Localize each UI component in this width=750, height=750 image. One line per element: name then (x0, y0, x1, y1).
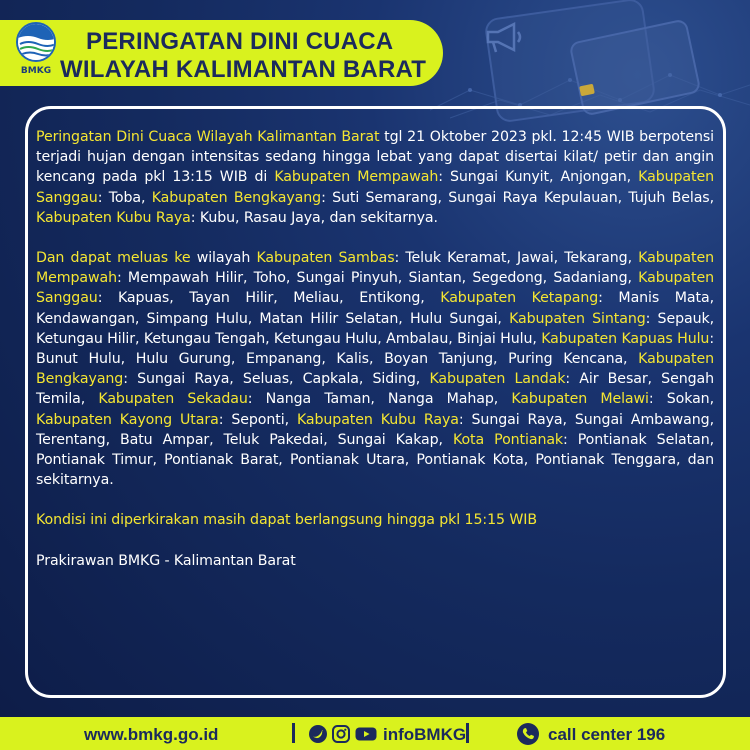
page-title-line1: PERINGATAN DINI CUACA (86, 28, 394, 55)
body-text: : Kubu, Rasau Jaya, dan sekitarnya. (190, 209, 438, 226)
highlighted-text: Kabupaten Kapuas Hulu (541, 330, 710, 347)
highlighted-text: Kabupaten Sambas (256, 250, 395, 267)
paragraph-duration: Kondisi ini diperkirakan masih dapat berlangsung hingga pkl 15:15 WIB (36, 512, 537, 529)
highlighted-text: Kabupaten Kubu Raya (36, 209, 191, 226)
highlighted-text: Kabupaten Melawi (511, 391, 649, 408)
logo-text: BMKG (20, 66, 52, 76)
highlighted-text: Kabupaten Mempawah (36, 250, 714, 287)
footer-divider (292, 723, 295, 743)
highlighted-text: Kabupaten Sekadau (98, 391, 248, 408)
twitter-icon[interactable] (309, 725, 327, 743)
body-text: : Sokan, (648, 391, 714, 408)
highlighted-text: Kabupaten Sanggau (36, 270, 714, 307)
footer-divider (466, 723, 469, 743)
body-text: : Toba, (97, 189, 152, 206)
body-text: : Bunut Hulu, Hulu Gurung, Empanang, Kalis, Boyan Tanjung, Puring Kencana, (36, 330, 715, 368)
bmkg-logo (12, 22, 60, 82)
instagram-icon[interactable] (332, 725, 350, 743)
highlighted-text: Kabupaten Bengkayang (151, 189, 322, 206)
body-text: : Pontianak Selatan, Pontianak Timur, Pontianak Barat, Pontianak Utara, Pontianak Kota, Pontianak Tenggara, dan sekitarnya. (36, 431, 714, 489)
social-handle[interactable]: infoBMKG (383, 725, 467, 744)
highlighted-text: Dan dapat meluas ke (36, 250, 191, 267)
highlighted-text: Kabupaten Kayong Utara (36, 411, 219, 428)
highlighted-text: Kabupaten Sanggau (36, 169, 715, 206)
call-center[interactable]: call center 196 (548, 725, 666, 744)
highlighted-text: Kabupaten Ketapang (440, 290, 599, 307)
body-text: : Sungai Kunyit, Anjongan, (438, 169, 639, 186)
megaphone-icon (484, 20, 526, 54)
highlighted-text: Kabupaten Mempawah (274, 169, 439, 186)
website-link[interactable]: www.bmkg.go.id (84, 725, 219, 744)
body-text: : Teluk Keramat, Jawai, Tekarang, (394, 250, 639, 267)
highlighted-text: Kabupaten Bengkayang (36, 351, 714, 388)
warning-text (36, 127, 714, 591)
body-text: : Air Besar, Sengah Temila, (36, 371, 714, 408)
youtube-icon[interactable] (355, 725, 377, 743)
body-text: : Sungai Raya, Sungai Ambawang, Terentang, Batu Ampar, Teluk Pakedai, Sungai Kakap, (36, 411, 714, 448)
logo-graphic (18, 24, 56, 62)
paragraph-expansion-areas (36, 248, 714, 490)
body-text: : Suti Semarang, Sungai Raya Kepulauan, Tujuh Belas, (321, 189, 714, 206)
body-text: : Sungai Raya, Seluas, Capkala, Siding, (123, 371, 430, 388)
paragraph-forecaster: Prakirawan BMKG - Kalimantan Barat (36, 552, 296, 569)
phone-icon[interactable] (517, 723, 539, 745)
body-text: : Seponti, (218, 411, 297, 428)
body-text: : Manis Mata, Kendawangan, Simpang Hulu, Matan Hilir Selatan, Hulu Sungai, (36, 290, 714, 327)
body-text: wilayah (190, 250, 257, 267)
body-text: : Mempawah Hilir, Toho, Sungai Pinyuh, Siantan, Segedong, Sadaniang, (116, 270, 639, 287)
paragraph-initial-warning (36, 127, 714, 228)
highlighted-text: Kabupaten Landak (429, 371, 566, 388)
body-text: : Sepauk, Ketungau Hilir, Ketungau Tengah, Ketungau Hulu, Ambalau, Binjai Hulu, (36, 310, 714, 347)
highlighted-text: Kota Pontianak (452, 431, 564, 448)
body-text: tgl 21 Oktober 2023 pkl. 12:45 WIB berpotensi terjadi hujan dengan intensitas sedang hingga lebat yang dapat disertai kilat/ petir dan angin kencang pada pkl 13:15 WIB di (36, 129, 714, 186)
logo-emblem (16, 22, 56, 62)
body-text: : Kapuas, Tayan Hilir, Meliau, Entikong, (97, 290, 441, 307)
body-text: : Nanga Taman, Nanga Mahap, (247, 391, 512, 408)
highlighted-text: Kabupaten Kubu Raya (296, 411, 459, 428)
highlighted-text: Kabupaten Sintang (509, 310, 646, 327)
highlighted-text: Peringatan Dini Cuaca Wilayah Kalimantan Barat (36, 129, 380, 145)
page-title-line2: WILAYAH KALIMANTAN BARAT (60, 56, 427, 83)
